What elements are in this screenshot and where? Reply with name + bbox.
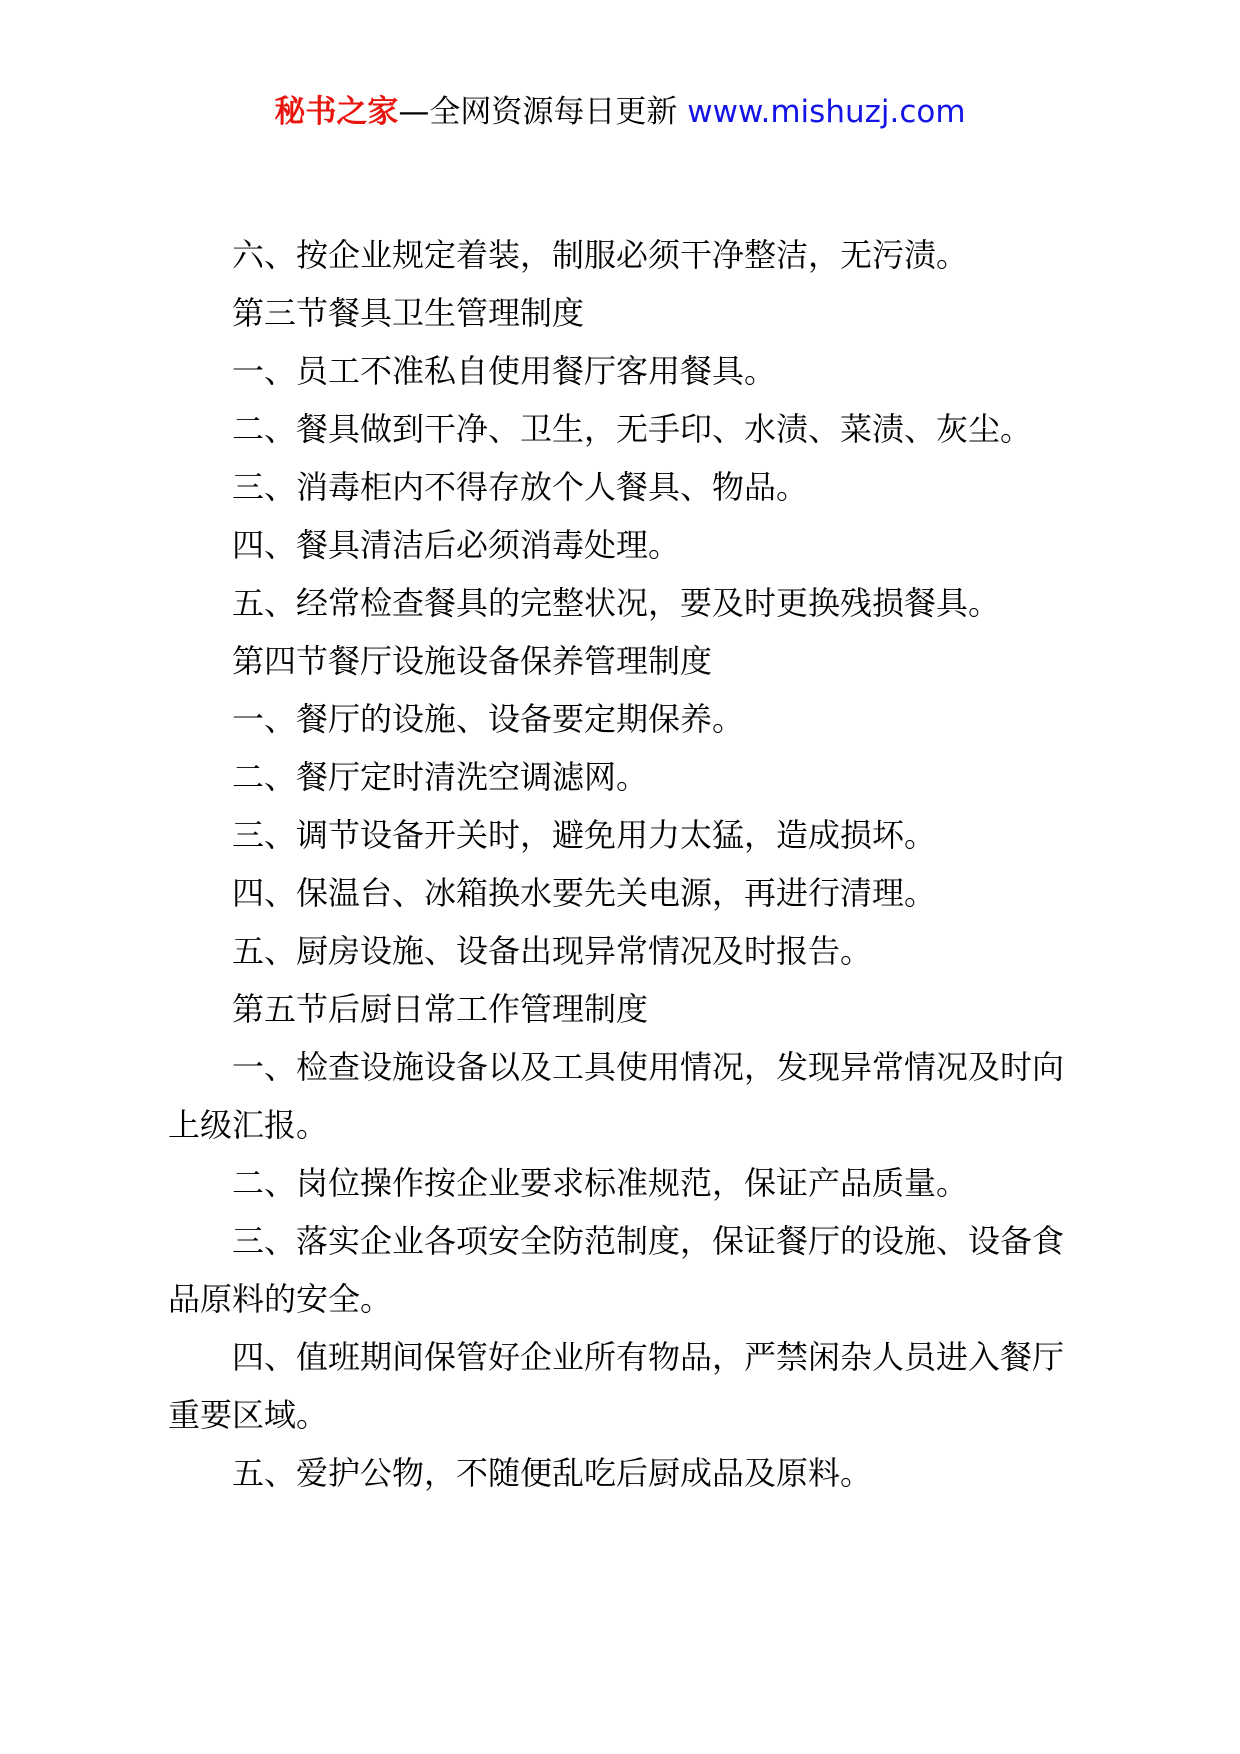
paragraph: 一、检查设施设备以及工具使用情况，发现异常情况及时向上级汇报。: [168, 1048, 1065, 1144]
paragraph: 三、落实企业各项安全防范制度，保证餐厅的设施、设备食品原料的安全。: [168, 1222, 1065, 1318]
paragraph: 一、员工不准私自使用餐厅客用餐具。: [232, 352, 777, 390]
paragraph: 二、餐具做到干净、卫生，无手印、水渍、菜渍、灰尘。: [232, 410, 1033, 448]
paragraph: 二、餐厅定时清洗空调滤网。: [232, 758, 649, 796]
section-heading: 第五节后厨日常工作管理制度: [232, 990, 649, 1028]
paragraph: 四、值班期间保管好企业所有物品，严禁闲杂人员进入餐厅重要区域。: [168, 1338, 1065, 1434]
paragraph: 一、餐厅的设施、设备要定期保养。: [232, 700, 745, 738]
brand-name: 秘书之家: [274, 94, 399, 130]
paragraph: 五、爱护公物，不随便乱吃后厨成品及原料。: [232, 1454, 873, 1492]
paragraph: 六、按企业规定着装，制服必须干净整洁，无污渍。: [232, 236, 969, 274]
paragraph: 二、岗位操作按企业要求标准规范，保证产品质量。: [232, 1164, 969, 1202]
header-tagline: —全网资源每日更新: [398, 94, 688, 130]
page-header: [0, 92, 1240, 132]
section-heading: 第四节餐厅设施设备保养管理制度: [232, 642, 713, 680]
section-heading: 第三节餐具卫生管理制度: [232, 294, 585, 332]
site-url-link[interactable]: www.mishuzj.com: [687, 94, 966, 130]
paragraph: 四、保温台、冰箱换水要先关电源，再进行清理。: [232, 874, 937, 912]
paragraph: 三、消毒柜内不得存放个人餐具、物品。: [232, 468, 809, 506]
paragraph: 三、调节设备开关时，避免用力太猛，造成损坏。: [232, 816, 937, 854]
document-body: [168, 226, 1088, 1502]
paragraph: 五、厨房设施、设备出现异常情况及时报告。: [232, 932, 873, 970]
paragraph: 五、经常检查餐具的完整状况，要及时更换残损餐具。: [232, 584, 1001, 622]
paragraph: 四、餐具清洁后必须消毒处理。: [232, 526, 681, 564]
